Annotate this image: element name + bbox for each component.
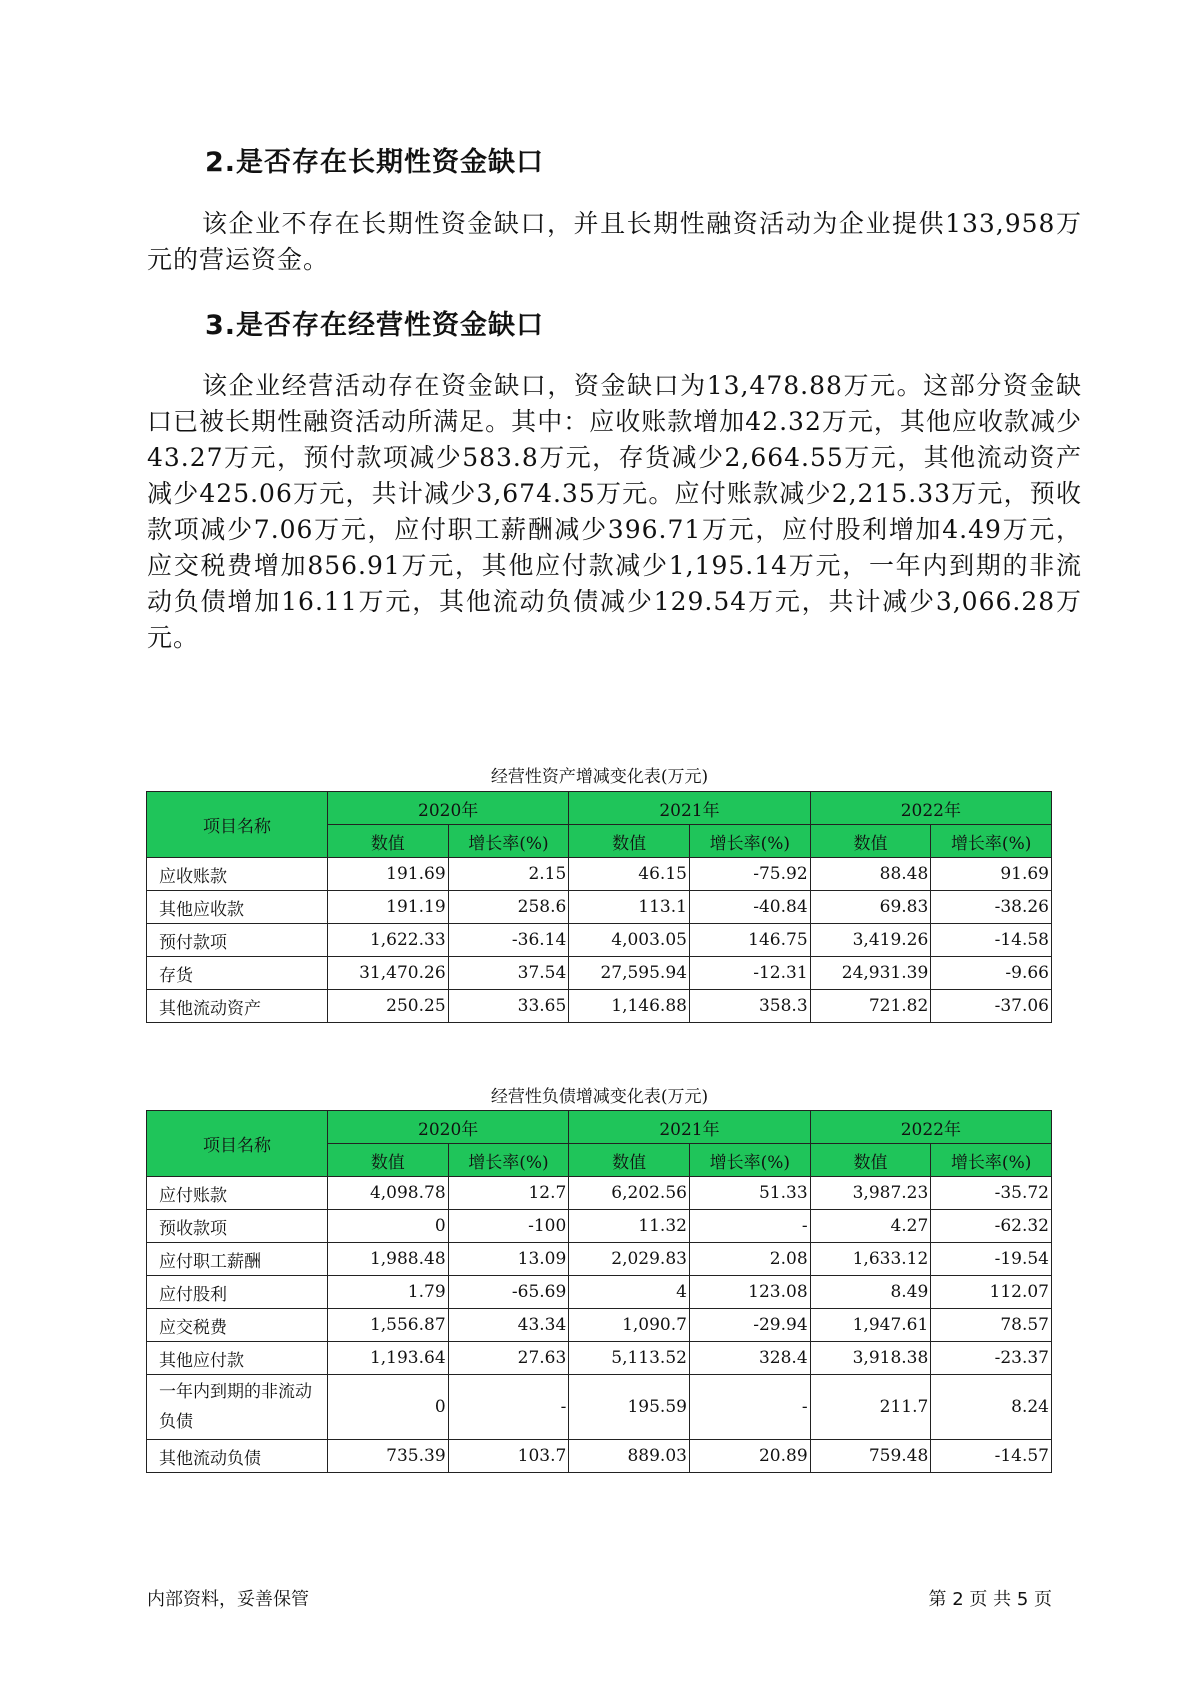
value-cell: 721.82: [810, 990, 931, 1023]
value-cell: 4: [569, 1276, 690, 1309]
row-label: 一年内到期的非流动负债: [147, 1375, 328, 1440]
growth-rate-cell: 2.15: [448, 858, 569, 891]
table-row: [147, 891, 1052, 924]
growth-rate-cell: 13.09: [448, 1243, 569, 1276]
value-cell: 889.03: [569, 1440, 690, 1473]
value-cell: 1,090.7: [569, 1309, 690, 1342]
row-label: 其他流动负债: [147, 1440, 328, 1473]
value-cell: 211.7: [810, 1375, 931, 1440]
value-cell: 0: [327, 1375, 448, 1440]
value-cell: 46.15: [569, 858, 690, 891]
growth-rate-cell: 258.6: [448, 891, 569, 924]
header-year: 2022年: [810, 792, 1051, 825]
row-label: 预收款项: [147, 1210, 328, 1243]
value-cell: 24,931.39: [810, 957, 931, 990]
growth-rate-cell: 328.4: [689, 1342, 810, 1375]
growth-rate-cell: -: [689, 1210, 810, 1243]
row-label: 应收账款: [147, 858, 328, 891]
header-metric: 增长率(%): [931, 825, 1052, 858]
growth-rate-cell: 12.7: [448, 1177, 569, 1210]
header-row-years: [147, 1111, 1052, 1144]
table-row: [147, 1243, 1052, 1276]
header-metric: 增长率(%): [931, 1144, 1052, 1177]
header-metric: 增长率(%): [448, 825, 569, 858]
section-2-body: 该企业不存在长期性资金缺口，并且长期性融资活动为企业提供133,958万元的营运资金。: [147, 209, 1082, 274]
liability-change-table: [146, 1110, 1052, 1473]
footer-confidential-note: 内部资料，妥善保管: [147, 1589, 309, 1610]
growth-rate-cell: -: [448, 1375, 569, 1440]
growth-rate-cell: 91.69: [931, 858, 1052, 891]
header-year: 2020年: [327, 792, 568, 825]
value-cell: 69.83: [810, 891, 931, 924]
value-cell: 735.39: [327, 1440, 448, 1473]
header-year: 2021年: [569, 1111, 810, 1144]
header-metric: 数值: [569, 1144, 690, 1177]
value-cell: 88.48: [810, 858, 931, 891]
growth-rate-cell: -35.72: [931, 1177, 1052, 1210]
growth-rate-cell: 78.57: [931, 1309, 1052, 1342]
table-row: [147, 924, 1052, 957]
value-cell: 759.48: [810, 1440, 931, 1473]
header-metric: 增长率(%): [448, 1144, 569, 1177]
row-label: 其他流动资产: [147, 990, 328, 1023]
value-cell: 3,918.38: [810, 1342, 931, 1375]
row-label: 存货: [147, 957, 328, 990]
row-label: 预付款项: [147, 924, 328, 957]
value-cell: 6,202.56: [569, 1177, 690, 1210]
row-label: 应付股利: [147, 1276, 328, 1309]
growth-rate-cell: 123.08: [689, 1276, 810, 1309]
header-metric: 数值: [810, 1144, 931, 1177]
growth-rate-cell: 33.65: [448, 990, 569, 1023]
growth-rate-cell: -12.31: [689, 957, 810, 990]
growth-rate-cell: 37.54: [448, 957, 569, 990]
value-cell: 4.27: [810, 1210, 931, 1243]
table-row: [147, 1342, 1052, 1375]
growth-rate-cell: -75.92: [689, 858, 810, 891]
row-label: 应交税费: [147, 1309, 328, 1342]
header-metric: 数值: [810, 825, 931, 858]
value-cell: 1,146.88: [569, 990, 690, 1023]
footer-page-number: 第 2 页 共 5 页: [928, 1589, 1052, 1610]
value-cell: 191.69: [327, 858, 448, 891]
header-row-years: [147, 792, 1052, 825]
header-year: 2020年: [327, 1111, 568, 1144]
growth-rate-cell: 146.75: [689, 924, 810, 957]
value-cell: 1,622.33: [327, 924, 448, 957]
value-cell: 113.1: [569, 891, 690, 924]
growth-rate-cell: 20.89: [689, 1440, 810, 1473]
header-metric: 数值: [327, 825, 448, 858]
value-cell: 0: [327, 1210, 448, 1243]
table-row: [147, 990, 1052, 1023]
growth-rate-cell: -36.14: [448, 924, 569, 957]
value-cell: 1,193.64: [327, 1342, 448, 1375]
growth-rate-cell: 51.33: [689, 1177, 810, 1210]
growth-rate-cell: -9.66: [931, 957, 1052, 990]
table-row: [147, 1177, 1052, 1210]
row-label: 其他应付款: [147, 1342, 328, 1375]
value-cell: 4,003.05: [569, 924, 690, 957]
section-3-heading: 3.是否存在经营性资金缺口: [205, 310, 545, 341]
value-cell: 1,988.48: [327, 1243, 448, 1276]
value-cell: 250.25: [327, 990, 448, 1023]
header-metric: 数值: [327, 1144, 448, 1177]
value-cell: 195.59: [569, 1375, 690, 1440]
growth-rate-cell: -14.58: [931, 924, 1052, 957]
growth-rate-cell: 27.63: [448, 1342, 569, 1375]
value-cell: 2,029.83: [569, 1243, 690, 1276]
header-year: 2021年: [569, 792, 810, 825]
asset-table-caption: 经营性资产增减变化表(万元): [490, 767, 709, 787]
table-row: [147, 1375, 1052, 1440]
header-metric: 数值: [569, 825, 690, 858]
table-row: [147, 1309, 1052, 1342]
row-label: 其他应收款: [147, 891, 328, 924]
header-item-name: 项目名称: [147, 792, 328, 858]
value-cell: 4,098.78: [327, 1177, 448, 1210]
growth-rate-cell: -: [689, 1375, 810, 1440]
growth-rate-cell: -38.26: [931, 891, 1052, 924]
growth-rate-cell: 8.24: [931, 1375, 1052, 1440]
growth-rate-cell: 2.08: [689, 1243, 810, 1276]
table-row: [147, 1210, 1052, 1243]
header-metric: 增长率(%): [689, 825, 810, 858]
growth-rate-cell: 43.34: [448, 1309, 569, 1342]
value-cell: 8.49: [810, 1276, 931, 1309]
growth-rate-cell: -100: [448, 1210, 569, 1243]
table-row: [147, 1276, 1052, 1309]
growth-rate-cell: -23.37: [931, 1342, 1052, 1375]
growth-rate-cell: -40.84: [689, 891, 810, 924]
growth-rate-cell: 112.07: [931, 1276, 1052, 1309]
value-cell: 5,113.52: [569, 1342, 690, 1375]
growth-rate-cell: -65.69: [448, 1276, 569, 1309]
section-3-body: 该企业经营活动存在资金缺口，资金缺口为13,478.88万元。这部分资金缺口已被长期性融资活动所满足。其中：应收账款增加42.32万元，其他应收款减少43.27万元，预付款项减少583.8万元，存货减少2,664.55万元，其他流动资产减少425.06万元，共计减少3,674.35万元。应付账款减少2,215.33万元，预收款项减少7.06万元，应付职工薪酬减少396.71万元，应付股利增加4.49万元，应交税费增加856.91万元，其他应付款减少1,195.14万元，一年内到期的非流动负债增加16.11万元，其他流动负债减少129.54万元，共计减少3,066.28万元。: [147, 371, 1082, 652]
row-label: 应付账款: [147, 1177, 328, 1210]
header-metric: 增长率(%): [689, 1144, 810, 1177]
growth-rate-cell: 358.3: [689, 990, 810, 1023]
value-cell: 1.79: [327, 1276, 448, 1309]
value-cell: 1,556.87: [327, 1309, 448, 1342]
growth-rate-cell: -29.94: [689, 1309, 810, 1342]
value-cell: 3,419.26: [810, 924, 931, 957]
growth-rate-cell: -19.54: [931, 1243, 1052, 1276]
liability-table-caption: 经营性负债增减变化表(万元): [490, 1087, 709, 1107]
header-item-name: 项目名称: [147, 1111, 328, 1177]
value-cell: 11.32: [569, 1210, 690, 1243]
section-2-heading: 2.是否存在长期性资金缺口: [205, 147, 545, 178]
value-cell: 1,633.12: [810, 1243, 931, 1276]
growth-rate-cell: -14.57: [931, 1440, 1052, 1473]
value-cell: 27,595.94: [569, 957, 690, 990]
row-label: 应付职工薪酬: [147, 1243, 328, 1276]
header-year: 2022年: [810, 1111, 1051, 1144]
table-row: [147, 1440, 1052, 1473]
value-cell: 1,947.61: [810, 1309, 931, 1342]
value-cell: 31,470.26: [327, 957, 448, 990]
value-cell: 3,987.23: [810, 1177, 931, 1210]
growth-rate-cell: -37.06: [931, 990, 1052, 1023]
table-row: [147, 858, 1052, 891]
asset-change-table: [146, 791, 1052, 1023]
table-row: [147, 957, 1052, 990]
growth-rate-cell: 103.7: [448, 1440, 569, 1473]
value-cell: 191.19: [327, 891, 448, 924]
growth-rate-cell: -62.32: [931, 1210, 1052, 1243]
